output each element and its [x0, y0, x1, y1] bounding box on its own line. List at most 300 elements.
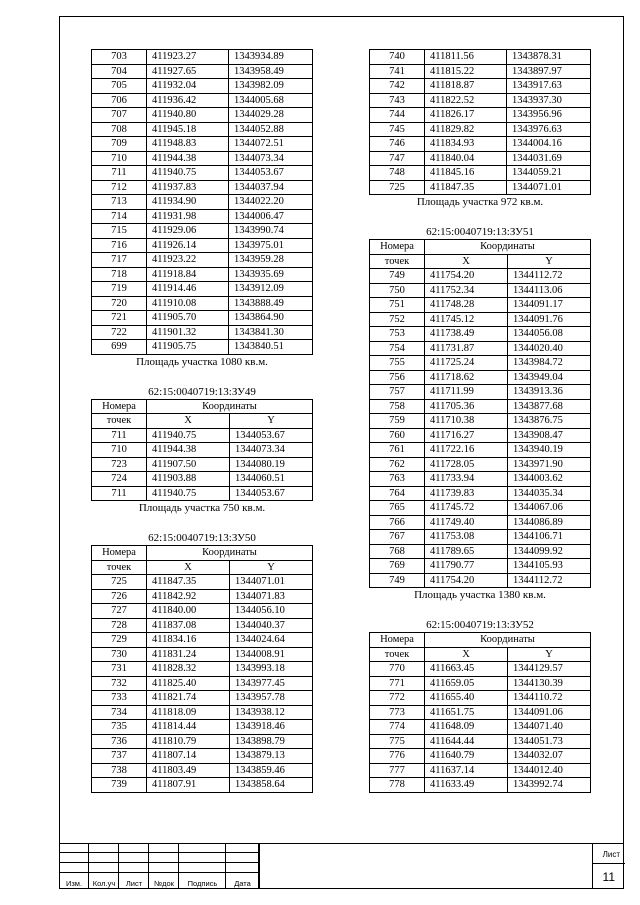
coord-y: 1343956.96 [507, 108, 591, 123]
coord-y: 1343976.63 [507, 122, 591, 137]
coord-x: 411753.08 [425, 530, 508, 545]
coord-x: 411923.22 [147, 253, 229, 268]
point-number: 722 [92, 325, 147, 340]
stamp-label: Кол.уч [92, 879, 116, 888]
point-number: 707 [92, 108, 147, 123]
coord-y: 1344029.28 [229, 108, 313, 123]
point-number: 764 [370, 486, 425, 501]
point-number: 767 [370, 530, 425, 545]
coord-y: 1343958.49 [229, 64, 313, 79]
point-number: 706 [92, 93, 147, 108]
coord-x: 411926.14 [147, 238, 229, 253]
coord-y: 1344071.40 [508, 720, 591, 735]
coord-y: 1344071.83 [230, 589, 313, 604]
table-row [92, 166, 313, 181]
point-number: 738 [92, 763, 147, 778]
coord-y: 1343878.31 [507, 50, 591, 65]
coord-x: 411918.84 [147, 267, 229, 282]
table-row [92, 195, 313, 210]
table-row [92, 778, 313, 793]
coord-x: 411640.79 [425, 749, 508, 764]
coord-x: 411907.50 [147, 457, 230, 472]
coord-x: 411637.14 [425, 763, 508, 778]
stamp-cell [149, 853, 179, 863]
coord-x: 411659.05 [425, 676, 508, 691]
table-row [370, 573, 591, 588]
coord-y: 1344080.19 [230, 457, 313, 472]
coords-table-zu51 [369, 239, 591, 588]
coord-x: 411826.17 [425, 108, 507, 123]
coord-y: 1344091.17 [508, 298, 591, 313]
point-number: 777 [370, 763, 425, 778]
header-points: точек [92, 560, 147, 575]
header-points: точек [92, 414, 147, 429]
point-number: 717 [92, 253, 147, 268]
table-row [92, 64, 313, 79]
header-y: Y [508, 254, 591, 269]
point-number: 760 [370, 428, 425, 443]
table-row [92, 705, 313, 720]
coord-x: 411825.40 [147, 676, 230, 691]
coord-y: 1343949.04 [508, 370, 591, 385]
coord-x: 411840.04 [425, 151, 507, 166]
coord-x: 411948.83 [147, 137, 229, 152]
stamp-cell [89, 863, 119, 873]
coords-table-continued-right [369, 49, 591, 195]
coord-y: 1344067.06 [508, 501, 591, 516]
point-number: 761 [370, 443, 425, 458]
coord-x: 411834.93 [425, 137, 507, 152]
table-row [92, 151, 313, 166]
point-number: 745 [370, 122, 425, 137]
table-row [370, 486, 591, 501]
point-number: 741 [370, 64, 425, 79]
coord-x: 411905.70 [147, 311, 229, 326]
header-y: Y [230, 414, 313, 429]
coord-x: 411752.34 [425, 283, 508, 298]
coord-x: 411903.88 [147, 472, 230, 487]
table-row [92, 137, 313, 152]
header-points: точек [370, 254, 425, 269]
coord-x: 411807.14 [147, 749, 230, 764]
point-number: 757 [370, 385, 425, 400]
coord-x: 411940.75 [147, 166, 229, 181]
coord-x: 411821.74 [147, 691, 230, 706]
coord-y: 1343908.47 [508, 428, 591, 443]
stamp-cell [59, 843, 89, 853]
table-row [370, 559, 591, 574]
table-row [370, 414, 591, 429]
point-number: 748 [370, 166, 425, 181]
point-number: 742 [370, 79, 425, 94]
point-number: 739 [92, 778, 147, 793]
coord-y: 1344106.71 [508, 530, 591, 545]
table-row [370, 166, 591, 181]
table-row [370, 341, 591, 356]
table-row [92, 691, 313, 706]
coord-x: 411810.79 [147, 734, 230, 749]
coord-x: 411745.72 [425, 501, 508, 516]
table-row [370, 778, 591, 793]
coord-y: 1343959.28 [229, 253, 313, 268]
point-number: 718 [92, 267, 147, 282]
coord-x: 411934.90 [147, 195, 229, 210]
coords-table-continued-left [91, 49, 313, 355]
coord-y: 1344073.34 [229, 151, 313, 166]
coord-x: 411944.38 [147, 443, 230, 458]
coord-x: 411807.91 [147, 778, 230, 793]
table-row [92, 224, 313, 239]
coord-x: 411811.56 [425, 50, 507, 65]
table-row [370, 530, 591, 545]
table-row [370, 79, 591, 94]
point-number: 720 [92, 296, 147, 311]
stamp-cell [226, 863, 259, 873]
coord-x: 411739.83 [425, 486, 508, 501]
sheet-box-divider [593, 863, 625, 864]
point-number: 756 [370, 370, 425, 385]
coord-x: 411754.20 [425, 573, 508, 588]
table-row [370, 676, 591, 691]
point-number: 726 [92, 589, 147, 604]
point-number: 735 [92, 720, 147, 735]
coord-x: 411728.05 [425, 457, 508, 472]
header-coords: Координаты [425, 240, 591, 255]
coord-x: 411923.27 [147, 50, 229, 65]
coord-x: 411716.27 [425, 428, 508, 443]
coord-x: 411718.62 [425, 370, 508, 385]
point-number: 769 [370, 559, 425, 574]
table-row [370, 457, 591, 472]
coord-x: 411847.35 [147, 575, 230, 590]
table-row [370, 472, 591, 487]
coord-y: 1343937.30 [507, 93, 591, 108]
coord-x: 411710.38 [425, 414, 508, 429]
stamp-cell [119, 843, 149, 853]
coord-y: 1344086.89 [508, 515, 591, 530]
header-x: X [147, 560, 230, 575]
table-row [370, 64, 591, 79]
point-number: 778 [370, 778, 425, 793]
header-coords: Координаты [425, 633, 591, 648]
coord-x: 411818.87 [425, 79, 507, 94]
table-row [370, 269, 591, 284]
parcel-title-zu52: 62:15:0040719:13:ЗУ52 [426, 619, 534, 631]
coord-y: 1344053.67 [230, 486, 313, 501]
coord-x: 411748.28 [425, 298, 508, 313]
coord-y: 1343859.46 [230, 763, 313, 778]
coord-y: 1344003.62 [508, 472, 591, 487]
table-row [92, 238, 313, 253]
coord-y: 1344129.57 [508, 662, 591, 677]
point-number: 731 [92, 662, 147, 677]
table-row [92, 209, 313, 224]
table-row [92, 618, 313, 633]
coord-y: 1343934.89 [229, 50, 313, 65]
stamp-cell [179, 843, 226, 853]
coord-y: 1344112.72 [508, 269, 591, 284]
coord-x: 411931.98 [147, 209, 229, 224]
table-row [92, 486, 313, 501]
stamp-label: Изм. [65, 879, 83, 888]
point-number: 708 [92, 122, 147, 137]
coord-x: 411837.08 [147, 618, 230, 633]
stamp-cell [59, 853, 89, 863]
coord-x: 411790.77 [425, 559, 508, 574]
coord-y: 1344060.51 [230, 472, 313, 487]
coord-y: 1344053.67 [229, 166, 313, 181]
area-label: Площадь участка 750 кв.м. [138, 502, 266, 514]
table-row [92, 93, 313, 108]
table-row [92, 749, 313, 764]
table-row [92, 472, 313, 487]
coord-x: 411722.16 [425, 443, 508, 458]
table-row [92, 267, 313, 282]
coord-x: 411929.06 [147, 224, 229, 239]
point-number: 746 [370, 137, 425, 152]
coord-y: 1343912.09 [229, 282, 313, 297]
coord-y: 1343840.51 [229, 340, 313, 355]
table-row [92, 180, 313, 195]
table-row [370, 385, 591, 400]
coord-y: 1344099.92 [508, 544, 591, 559]
coord-y: 1344012.40 [508, 763, 591, 778]
table-row [370, 370, 591, 385]
point-number: 711 [92, 486, 147, 501]
coord-y: 1343940.19 [508, 443, 591, 458]
coord-x: 411945.18 [147, 122, 229, 137]
table-row [370, 443, 591, 458]
coord-y: 1344053.67 [230, 428, 313, 443]
coord-x: 411644.44 [425, 734, 508, 749]
point-number: 711 [92, 428, 147, 443]
header-y: Y [230, 560, 313, 575]
point-number: 753 [370, 327, 425, 342]
table-row [370, 720, 591, 735]
point-number: 759 [370, 414, 425, 429]
table-row [370, 428, 591, 443]
point-number: 774 [370, 720, 425, 735]
coord-y: 1344105.93 [508, 559, 591, 574]
point-number: 714 [92, 209, 147, 224]
point-number: 725 [92, 575, 147, 590]
point-number: 733 [92, 691, 147, 706]
coord-x: 411655.40 [425, 691, 508, 706]
table-row [92, 282, 313, 297]
coord-y: 1344037.94 [229, 180, 313, 195]
coord-x: 411749.40 [425, 515, 508, 530]
table-row [370, 763, 591, 778]
coord-x: 411927.65 [147, 64, 229, 79]
point-number: 758 [370, 399, 425, 414]
point-number: 725 [370, 180, 425, 195]
coord-y: 1344022.20 [229, 195, 313, 210]
coord-y: 1344071.01 [507, 180, 591, 195]
coord-y: 1344091.76 [508, 312, 591, 327]
table-row [370, 93, 591, 108]
table-row [92, 720, 313, 735]
coord-x: 411932.04 [147, 79, 229, 94]
table-row [370, 298, 591, 313]
coord-x: 411937.83 [147, 180, 229, 195]
coord-y: 1344006.47 [229, 209, 313, 224]
coord-y: 1343888.49 [229, 296, 313, 311]
coord-x: 411818.09 [147, 705, 230, 720]
coord-x: 411648.09 [425, 720, 508, 735]
coord-x: 411828.32 [147, 662, 230, 677]
coord-y: 1344004.16 [507, 137, 591, 152]
header-num: Номера [370, 633, 425, 648]
point-number: 763 [370, 472, 425, 487]
point-number: 749 [370, 269, 425, 284]
coord-y: 1344113.06 [508, 283, 591, 298]
coord-x: 411815.22 [425, 64, 507, 79]
stamp-divider [259, 843, 260, 889]
coord-y: 1343898.79 [230, 734, 313, 749]
coord-x: 411725.24 [425, 356, 508, 371]
point-number: 727 [92, 604, 147, 619]
table-row [92, 575, 313, 590]
coord-y: 1343982.09 [229, 79, 313, 94]
point-number: 710 [92, 443, 147, 458]
coord-y: 1344071.01 [230, 575, 313, 590]
table-row [92, 443, 313, 458]
coord-y: 1343993.18 [230, 662, 313, 677]
coord-y: 1343971.90 [508, 457, 591, 472]
point-number: 755 [370, 356, 425, 371]
coord-y: 1344024.64 [230, 633, 313, 648]
header-num: Номера [92, 399, 147, 414]
coord-x: 411901.32 [147, 325, 229, 340]
left-column [91, 49, 313, 793]
coord-y: 1343879.13 [230, 749, 313, 764]
stamp-cell [119, 853, 149, 863]
table-row [370, 734, 591, 749]
table-row [92, 79, 313, 94]
area-label: Площадь участка 1380 кв.м. [414, 589, 546, 601]
coord-x: 411814.44 [147, 720, 230, 735]
point-number: 732 [92, 676, 147, 691]
stamp-label: Дата [234, 879, 251, 888]
coord-y: 1343957.78 [230, 691, 313, 706]
coord-y: 1344112.72 [508, 573, 591, 588]
coord-x: 411914.46 [147, 282, 229, 297]
coord-x: 411831.24 [147, 647, 230, 662]
coord-x: 411711.99 [425, 385, 508, 400]
coord-y: 1344052.88 [229, 122, 313, 137]
parcel-title-zu50: 62:15:0040719:13:ЗУ50 [148, 532, 256, 544]
coord-y: 1343864.90 [229, 311, 313, 326]
table-row [92, 604, 313, 619]
point-number: 747 [370, 151, 425, 166]
coord-y: 1344072.51 [229, 137, 313, 152]
point-number: 719 [92, 282, 147, 297]
coord-y: 1343984.72 [508, 356, 591, 371]
table-row [92, 253, 313, 268]
table-row [92, 763, 313, 778]
coord-x: 411789.65 [425, 544, 508, 559]
point-number: 715 [92, 224, 147, 239]
table-row [92, 108, 313, 123]
header-coords: Координаты [147, 546, 313, 561]
point-number: 754 [370, 341, 425, 356]
table-row [370, 327, 591, 342]
point-number: 729 [92, 633, 147, 648]
point-number: 770 [370, 662, 425, 677]
coords-table-zu50 [91, 545, 313, 793]
table-row [92, 734, 313, 749]
coord-x: 411705.36 [425, 399, 508, 414]
coord-y: 1344091.06 [508, 705, 591, 720]
coord-y: 1343992.74 [508, 778, 591, 793]
coord-x: 411834.16 [147, 633, 230, 648]
table-row [370, 122, 591, 137]
coords-table-zu52 [369, 632, 591, 793]
coord-y: 1344056.10 [230, 604, 313, 619]
revision-grid [59, 843, 259, 889]
point-number: 710 [92, 151, 147, 166]
stamp-cell [119, 863, 149, 873]
coord-y: 1344008.91 [230, 647, 313, 662]
coord-x: 411829.82 [425, 122, 507, 137]
stamp-cell [89, 853, 119, 863]
coord-x: 411842.92 [147, 589, 230, 604]
point-number: 744 [370, 108, 425, 123]
header-x: X [425, 647, 508, 662]
sheet-box [592, 843, 624, 889]
coord-x: 411651.75 [425, 705, 508, 720]
table-row [92, 662, 313, 677]
header-x: X [147, 414, 230, 429]
point-number: 703 [92, 50, 147, 65]
coord-y: 1344073.34 [230, 443, 313, 458]
point-number: 771 [370, 676, 425, 691]
coord-y: 1343990.74 [229, 224, 313, 239]
coord-y: 1343938.12 [230, 705, 313, 720]
stamp-label: Подпись [187, 879, 218, 888]
table-row [370, 544, 591, 559]
header-y: Y [508, 647, 591, 662]
coord-x: 411940.75 [147, 486, 230, 501]
table-row [92, 647, 313, 662]
coord-y: 1343841.30 [229, 325, 313, 340]
coord-x: 411733.94 [425, 472, 508, 487]
table-row [370, 501, 591, 516]
point-number: 712 [92, 180, 147, 195]
coord-y: 1343918.46 [230, 720, 313, 735]
point-number: 765 [370, 501, 425, 516]
coord-y: 1344040.37 [230, 618, 313, 633]
table-row [370, 662, 591, 677]
coord-x: 411745.12 [425, 312, 508, 327]
point-number: 750 [370, 283, 425, 298]
table-row [370, 312, 591, 327]
coord-y: 1343858.64 [230, 778, 313, 793]
table-row [92, 633, 313, 648]
point-number: 709 [92, 137, 147, 152]
coord-y: 1344110.72 [508, 691, 591, 706]
header-coords: Координаты [147, 399, 313, 414]
coord-y: 1343877.68 [508, 399, 591, 414]
point-number: 773 [370, 705, 425, 720]
area-label: Площадь участка 972 кв.м. [416, 196, 544, 208]
point-number: 762 [370, 457, 425, 472]
coord-x: 411754.20 [425, 269, 508, 284]
point-number: 730 [92, 647, 147, 662]
point-number: 737 [92, 749, 147, 764]
stamp-cell [226, 843, 259, 853]
point-number: 705 [92, 79, 147, 94]
